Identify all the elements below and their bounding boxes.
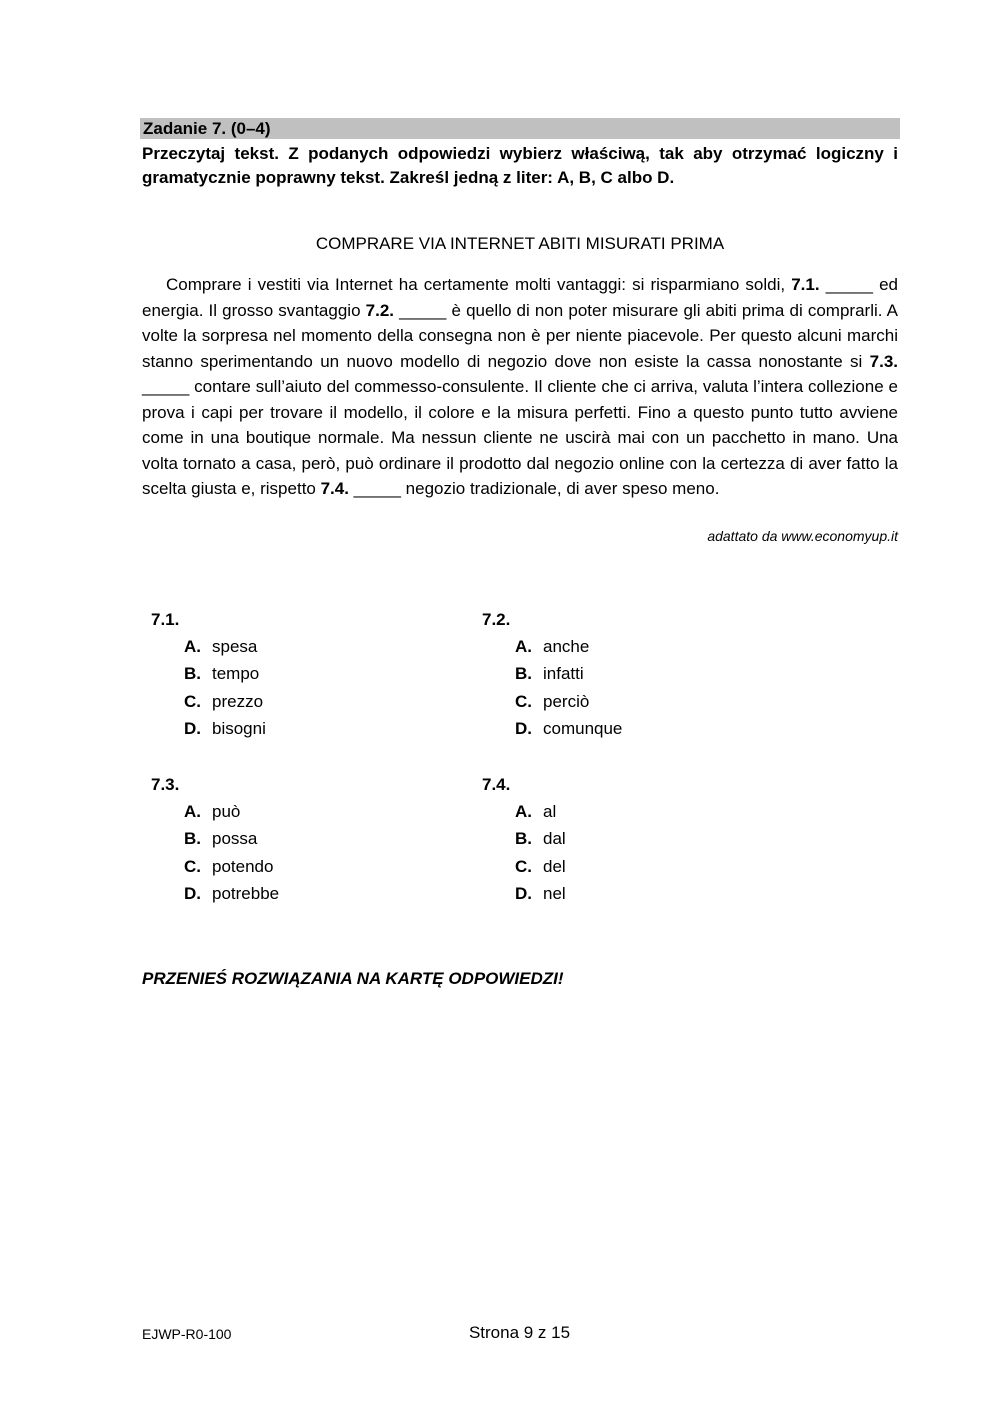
option-text: possa: [212, 829, 258, 849]
footer-code: EJWP-R0-100: [142, 1326, 232, 1342]
option-text: nel: [543, 883, 566, 903]
question-7-2: [482, 609, 782, 745]
transfer-note: PRZENIEŚ ROZWIĄZANIA NA KARTĘ ODPOWIEDZI!: [142, 969, 564, 988]
option-a[interactable]: [151, 636, 451, 663]
option-letter[interactable]: C.: [515, 691, 532, 711]
option-letter[interactable]: A.: [184, 637, 201, 656]
option-letter[interactable]: B.: [184, 664, 201, 684]
option-text: perciò: [543, 691, 590, 711]
question-number: 7.3.: [151, 775, 180, 794]
option-letter[interactable]: D.: [184, 883, 201, 903]
option-text: al: [543, 802, 557, 821]
question-number: 7.4.: [482, 775, 511, 794]
option-a[interactable]: [151, 801, 451, 828]
option-letter[interactable]: C.: [184, 856, 201, 876]
gap-label-7-4: 7.4.: [320, 479, 349, 498]
option-c[interactable]: [151, 856, 451, 883]
option-letter[interactable]: B.: [184, 829, 201, 849]
text-title: COMPRARE VIA INTERNET ABITI MISURATI PRIMA: [315, 234, 725, 253]
option-text: potrebbe: [212, 883, 280, 903]
option-d[interactable]: [151, 883, 451, 910]
question-7-3: [151, 774, 451, 910]
question-number: 7.1.: [151, 610, 180, 629]
option-letter[interactable]: D.: [515, 718, 532, 738]
passage-segment: Comprare i vestiti via Internet ha certamente molti vantaggi: si risparmiano soldi,: [166, 275, 792, 294]
option-letter[interactable]: B.: [515, 664, 532, 684]
option-b[interactable]: [151, 663, 451, 690]
task-instruction: Przeczytaj tekst. Z podanych odpowiedzi wybierz właściwą, tak aby otrzymać logiczny i gramatycznie poprawny tekst. Zakreśl jedną z liter: A, B, C albo D.: [142, 144, 898, 187]
question-7-1: [151, 609, 451, 745]
passage-segment: _____ negozio tradizionale, di aver speso meno.: [348, 479, 720, 498]
option-letter[interactable]: D.: [515, 883, 532, 903]
reading-passage: [142, 272, 898, 502]
option-d[interactable]: [151, 718, 451, 745]
passage-segment: _____ contare sull’aiuto del commesso-consulente. Il cliente che ci arriva, valuta l’intera collezione e prova i capi per trovare il modello, il colore e la misura perfetti. Fino a questo punto tutto avviene come in una boutique normale. Ma nessun cliente ne uscirà mai con un pacchetto in mano. Una volta tornato a casa, però, può ordinare il prodotto dal negozio online con la certezza di aver fatto la scelta giusta e, rispetto: [142, 377, 898, 498]
page-number: Strona 9 z 15: [468, 1323, 571, 1342]
option-text: del: [543, 856, 566, 876]
gap-label-7-3: 7.3.: [869, 351, 898, 371]
option-letter[interactable]: C.: [515, 856, 532, 876]
option-letter[interactable]: A.: [184, 802, 201, 821]
option-letter[interactable]: A.: [515, 802, 532, 821]
option-d[interactable]: [482, 883, 782, 910]
option-text: infatti: [543, 664, 584, 684]
option-text: dal: [543, 829, 566, 849]
option-d[interactable]: [482, 718, 782, 745]
text-source: adattato da www.economyup.it: [707, 528, 898, 544]
gap-label-7-2: 7.2.: [365, 300, 394, 320]
task-header: Zadanie 7. (0–4): [140, 118, 900, 139]
option-letter[interactable]: B.: [515, 829, 532, 849]
option-c[interactable]: [151, 691, 451, 718]
option-text: tempo: [212, 664, 260, 684]
question-number: 7.2.: [482, 610, 511, 629]
gap-label-7-1: 7.1.: [791, 275, 820, 294]
option-c[interactable]: [482, 856, 782, 883]
option-text: bisogni: [212, 718, 266, 738]
option-letter[interactable]: A.: [515, 637, 532, 656]
option-b[interactable]: [151, 828, 451, 855]
option-text: potendo: [212, 856, 274, 876]
option-b[interactable]: [482, 663, 782, 690]
option-a[interactable]: [482, 636, 782, 663]
option-text: prezzo: [212, 691, 264, 711]
question-7-4: [482, 774, 782, 910]
passage-segment: _____ ed energia. Il grosso svantaggio: [142, 275, 898, 320]
option-a[interactable]: [482, 801, 782, 828]
passage-segment: _____ è quello di non poter misurare gli abiti prima di comprarli. A volte la sorpresa nel momento della consegna non è per niente piacevole. Per questo alcuni marchi stanno sperimentando un nuovo modello di negozio dove non esiste la cassa nonostante si: [142, 300, 898, 371]
option-text: anche: [543, 637, 590, 656]
option-c[interactable]: [482, 691, 782, 718]
option-letter[interactable]: C.: [184, 691, 201, 711]
option-text: spesa: [212, 637, 258, 656]
option-text: comunque: [543, 718, 623, 738]
option-letter[interactable]: D.: [184, 718, 201, 738]
option-text: può: [212, 802, 241, 821]
option-b[interactable]: [482, 828, 782, 855]
